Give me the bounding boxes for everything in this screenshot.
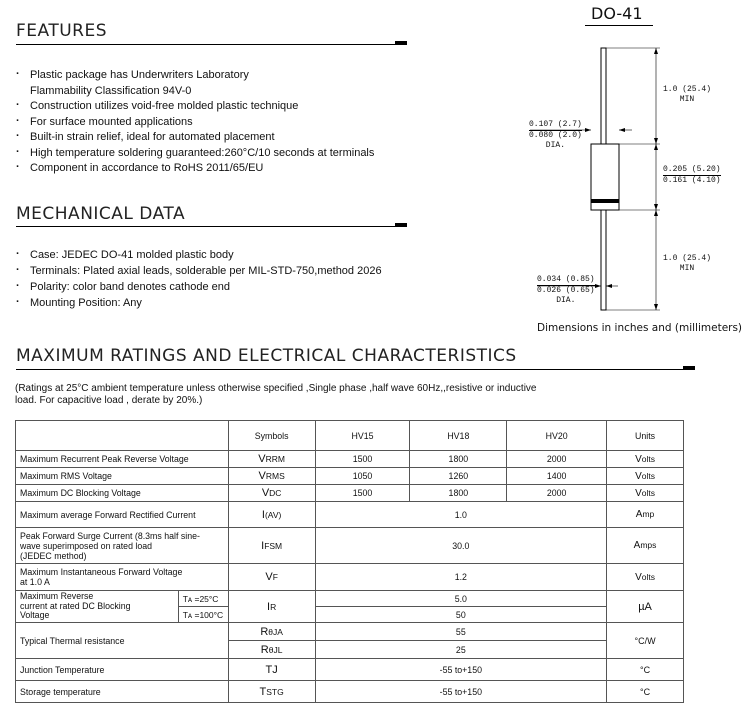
table-row: [16, 623, 684, 641]
value-cell: 5.0: [315, 591, 607, 607]
param-cell: Maximum RMS Voltage: [16, 468, 229, 485]
value-cell: 1400: [507, 468, 607, 485]
unit-cell: °C: [607, 681, 684, 703]
symbol-cell: RθJA: [228, 623, 315, 641]
value-cell: 1260: [410, 468, 507, 485]
ratings-title: MAXIMUM RATINGS AND ELECTRICAL CHARACTERISTICS: [16, 346, 517, 366]
unit-cell: µA: [607, 591, 684, 623]
table-row: [16, 564, 684, 591]
header-hv18: HV18: [410, 421, 507, 451]
unit-cell: Amp: [607, 502, 684, 528]
param-cell: Typical Thermal resistance: [16, 623, 229, 659]
mechanical-title: MECHANICAL DATA: [16, 204, 186, 224]
ratings-rule: [16, 369, 684, 370]
mechanical-item: · Polarity: color band denotes cathode end: [16, 279, 382, 295]
unit-cell: Volts: [607, 564, 684, 591]
value-cell: -55 to+150: [315, 681, 607, 703]
mechanical-item: · Case: JEDEC DO-41 molded plastic body: [16, 247, 382, 263]
header-hv15: HV15: [315, 421, 410, 451]
ratings-rule-end: [683, 366, 695, 370]
wire-diameter: 0.034 (0.85) 0.026 (0.65) DIA.: [537, 275, 595, 305]
features-title: FEATURES: [16, 21, 108, 41]
value-cell: 1500: [315, 485, 410, 502]
symbol-cell: RθJL: [228, 641, 315, 659]
ratings-note: (Ratings at 25°C ambient temperature unless otherwise specified ,Single phase ,half wave 60Hz,,resistive or inductive load. For capacitive load , derate by 20%.): [15, 383, 537, 406]
param-cell: Peak Forward Surge Current (8.3ms half sine- wave superimposed on rated load (JEDEC method): [16, 528, 229, 564]
value-cell: 30.0: [315, 528, 607, 564]
table-row: [16, 502, 684, 528]
table-header-row: [16, 421, 684, 451]
feature-item: · Built-in strain relief, ideal for automated placement: [16, 130, 374, 146]
param-cell: Maximum Recurrent Peak Reverse Voltage: [16, 451, 229, 468]
table-row: [16, 485, 684, 502]
value-cell: 50: [315, 607, 607, 623]
symbol-cell: IR: [228, 591, 315, 623]
unit-cell: Volts: [607, 468, 684, 485]
param-cell: Junction Temperature: [16, 659, 229, 681]
mechanical-item: · Mounting Position: Any: [16, 295, 382, 311]
lead-diameter: 0.107 (2.7) 0.080 (2.0) DIA.: [529, 120, 582, 150]
condition-cell: Tᴀ =100°C: [178, 607, 228, 623]
body-length: 0.205 (5.20) 0.161 (4.10): [663, 165, 721, 185]
dimensions-note: Dimensions in inches and (millimeters): [537, 322, 743, 334]
table-row: [16, 468, 684, 485]
unit-cell: °C: [607, 659, 684, 681]
symbol-cell: VRRM: [228, 451, 315, 468]
ratings-table: [15, 420, 684, 703]
value-cell: 1050: [315, 468, 410, 485]
value-cell: 1800: [410, 485, 507, 502]
symbol-cell: VF: [228, 564, 315, 591]
mechanical-item: · Terminals: Plated axial leads, solderable per MIL-STD-750,method 2026: [16, 263, 382, 279]
symbol-cell: TSTG: [228, 681, 315, 703]
value-cell: 55: [315, 623, 607, 641]
symbol-cell: VRMS: [228, 468, 315, 485]
unit-cell: Volts: [607, 451, 684, 468]
unit-cell: Volts: [607, 485, 684, 502]
header-units: Units: [607, 421, 684, 451]
lead-length-bottom: 1.0 (25.4) MIN: [663, 254, 712, 273]
table-header-blank: [16, 421, 229, 451]
table-row: [16, 681, 684, 703]
feature-item: · Construction utilizes void-free molded plastic technique: [16, 99, 374, 115]
symbol-cell: IFSM: [228, 528, 315, 564]
feature-item: · Component in accordance to RoHS 2011/65/EU: [16, 161, 374, 177]
table-row: [16, 451, 684, 468]
param-cell: Maximum Instantaneous Forward Voltage at 1.0 A: [16, 564, 229, 591]
feature-item: Flammability Classification 94V-0: [30, 84, 192, 97]
param-cell: Maximum DC Blocking Voltage: [16, 485, 229, 502]
header-symbols: Symbols: [228, 421, 315, 451]
value-cell: 2000: [507, 451, 607, 468]
param-cell: Storage temperature: [16, 681, 229, 703]
table-row: [16, 528, 684, 564]
table-row: [16, 591, 684, 607]
unit-cell: Amps: [607, 528, 684, 564]
feature-item: · Plastic package has Underwriters Laboratory: [16, 68, 374, 84]
value-cell: 1.2: [315, 564, 607, 591]
param-cell: Maximum Reverse current at rated DC Blocking Voltage: [16, 591, 179, 623]
value-cell: 2000: [507, 485, 607, 502]
table-row: [16, 659, 684, 681]
condition-cell: Tᴀ =25°C: [178, 591, 228, 607]
unit-cell: °C/W: [607, 623, 684, 659]
param-cell: Maximum average Forward Rectified Current: [16, 502, 229, 528]
lead-length-top: 1.0 (25.4) MIN: [663, 85, 712, 104]
value-cell: 1500: [315, 451, 410, 468]
symbol-cell: TJ: [228, 659, 315, 681]
value-cell: -55 to+150: [315, 659, 607, 681]
value-cell: 1800: [410, 451, 507, 468]
feature-item: · High temperature soldering guaranteed:260°C/10 seconds at terminals: [16, 146, 374, 162]
symbol-cell: I(AV): [228, 502, 315, 528]
feature-item: · For surface mounted applications: [16, 115, 374, 131]
symbol-cell: VDC: [228, 485, 315, 502]
package-outline-drawing: [0, 0, 750, 330]
header-hv20: HV20: [507, 421, 607, 451]
value-cell: 25: [315, 641, 607, 659]
package-title: DO-41: [591, 4, 643, 23]
value-cell: 1.0: [315, 502, 607, 528]
